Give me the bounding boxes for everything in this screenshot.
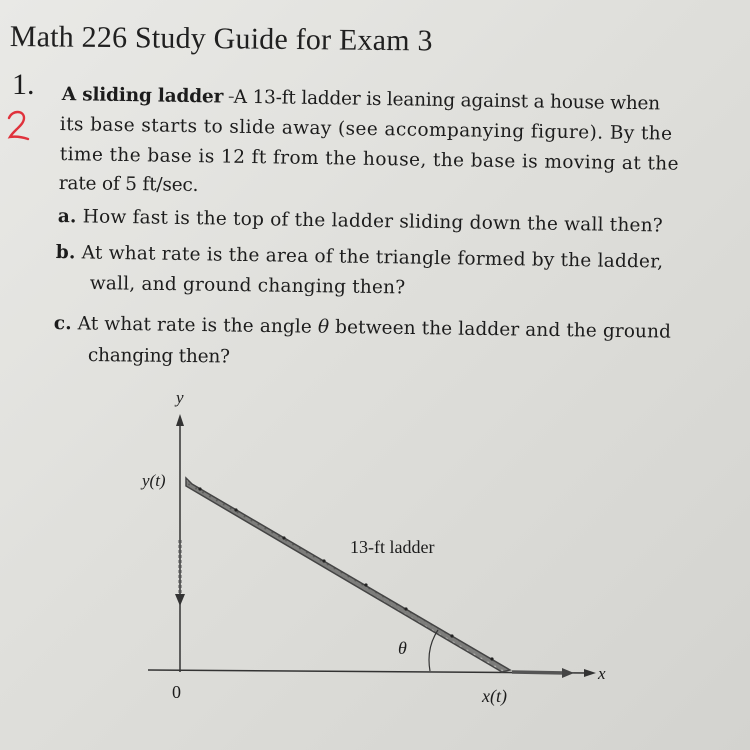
part-a-text: How fast is the top of the ladder sliding down the wall then? [82, 206, 664, 237]
x-axis-arrow-icon [584, 669, 596, 677]
page-title: Math 226 Study Guide for Exam 3 [9, 20, 433, 58]
down-arrow-icon [175, 594, 185, 606]
x-motion-line [512, 672, 566, 673]
intro-line-3: time the base is 12 ft from the house, the base is moving at the [59, 144, 680, 175]
y-point-label: y(t) [142, 471, 166, 490]
part-a-label: a. [57, 206, 77, 228]
right-arrow-icon [562, 668, 574, 678]
part-c-text-2: between the ladder and the ground [334, 316, 672, 343]
intro-line-2: its base starts to slide away (see accompanying figure). By the [59, 114, 673, 145]
problem-heading: A sliding ladder [61, 84, 224, 108]
ladder [186, 478, 510, 672]
x-point-label: x(t) [482, 686, 507, 706]
y-axis-arrow-icon [176, 414, 184, 426]
intro-line-4: rate of 5 ft/sec. [58, 173, 199, 196]
part-c-line-2: changing then? [87, 345, 230, 368]
angle-label: θ [398, 638, 407, 658]
origin-label: 0 [172, 682, 181, 702]
intro-sep: A [233, 86, 248, 108]
part-c-text-1: At what rate is the angle [77, 313, 313, 338]
part-c-label: c. [53, 313, 72, 335]
part-b-label: b. [55, 242, 76, 264]
ladder-label: 13-ft ladder [350, 537, 435, 557]
angle-arc [429, 630, 438, 671]
intro-line-1-text: 13-ft ladder is leaning against a house when [252, 86, 661, 115]
problem-number: 1. [12, 68, 35, 101]
part-b-line-2: wall, and ground changing then? [89, 273, 406, 299]
x-axis-label: x [598, 664, 606, 683]
part-b-text-1: At what rate is the area of the triangle formed by the ladder, [81, 242, 664, 273]
part-c-theta: θ [317, 316, 330, 338]
y-axis-label: y [176, 388, 184, 407]
